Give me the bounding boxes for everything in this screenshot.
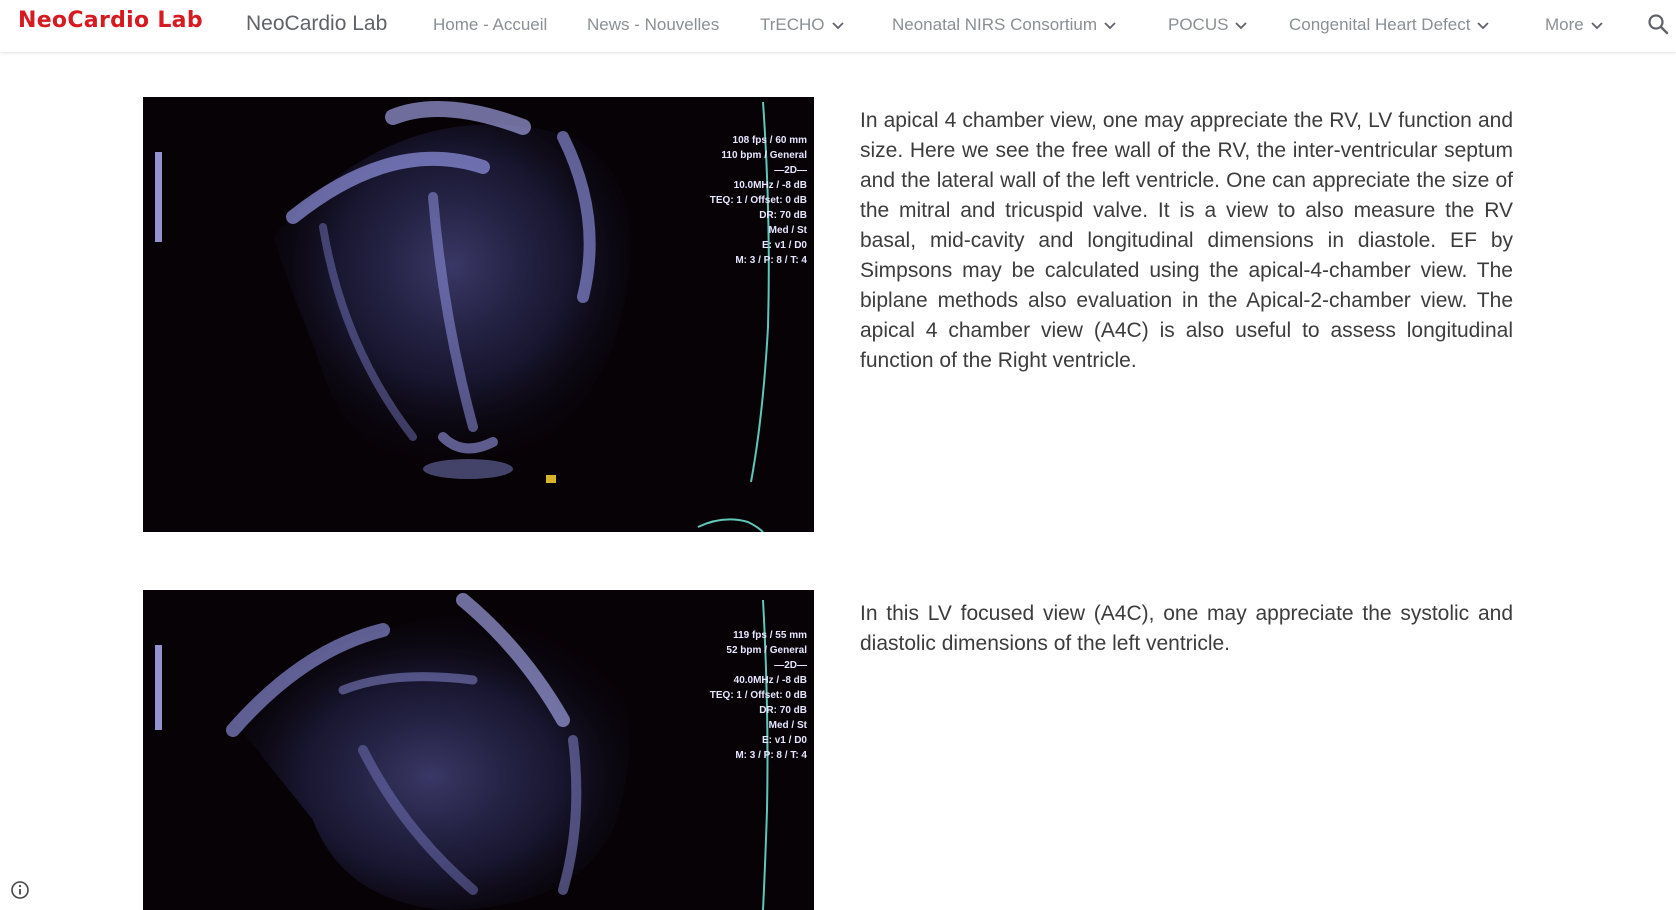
echo-image-graphic <box>143 97 814 532</box>
nav-item-label: POCUS <box>1168 15 1229 34</box>
echo-overlay-line: 110 bpm / General <box>721 150 807 161</box>
echo-overlay-line: M: 3 / P: 8 / T: 4 <box>735 255 807 266</box>
chevron-down-icon <box>1590 18 1604 32</box>
svg-text:M: 3 / P: 8 / T: 4 <box>735 750 807 761</box>
svg-text:E: v1 / D0 <box>762 735 807 746</box>
nav-item-home[interactable] <box>433 15 547 35</box>
echo-overlay-line: Med / St <box>768 720 807 731</box>
svg-text:E: v1 / D0 <box>762 240 807 251</box>
svg-text:119 fps / 55 mm <box>733 630 807 641</box>
svg-text:DR: 70 dB <box>759 210 807 221</box>
nav-item-congenital-heart-defect[interactable] <box>1289 15 1490 35</box>
nav-item-pocus[interactable] <box>1168 15 1248 35</box>
svg-text:DR: 70 dB <box>759 705 807 716</box>
svg-text:TEQ: 1 / Offset: 0 dB <box>710 690 807 701</box>
chevron-down-icon <box>1476 18 1490 32</box>
nav-item-label: Congenital Heart Defect <box>1289 15 1471 34</box>
search-icon[interactable] <box>1646 12 1670 36</box>
echo-overlay-line: Med / St <box>768 225 807 236</box>
echo-overlay-line: 108 fps / 60 mm <box>732 135 807 146</box>
nav-item-neonatal-nirs[interactable] <box>892 15 1117 35</box>
svg-text:108 fps / 60 mm <box>733 135 808 146</box>
nav-item-trecho[interactable] <box>760 15 845 35</box>
site-logo[interactable]: NeoCardio Lab <box>18 8 203 33</box>
nav-item-label: More <box>1545 15 1584 34</box>
nav-item-more[interactable] <box>1545 15 1604 35</box>
echo-overlay-line: M: 3 / P: 8 / T: 4 <box>735 750 807 761</box>
echo-overlay-line: 10.0MHz / -8 dB <box>733 180 807 191</box>
echo-overlay-line: —2D— <box>774 660 807 671</box>
apical-4-chamber-echo-image[interactable] <box>143 97 814 532</box>
svg-text:—2D— <box>774 165 807 176</box>
chevron-down-icon <box>1103 18 1117 32</box>
echo-overlay-line: —2D— <box>774 165 807 176</box>
svg-text:—2D— <box>774 660 807 671</box>
echo-overlay-line: 119 fps / 55 mm <box>733 630 807 641</box>
nav-item-label: Neonatal NIRS Consortium <box>892 15 1098 34</box>
nav-item-label: News - Nouvelles <box>587 15 720 34</box>
svg-text:Med / St <box>769 225 808 236</box>
echo-overlay-line: E: v1 / D0 <box>761 735 807 746</box>
svg-text:40.0MHz / -8 dB <box>734 675 807 686</box>
apical-4-chamber-description: In apical 4 chamber view, one may appreciate the RV, LV function and size. Here we see the free wall of the RV, the inter-ventricular septum and the lateral wall of the left ventricle. One can appreciate the size of the mitral and tricuspid valve. It is a view to also measure the RV basal, mid-cavity and longitudinal dimensions in diastole. EF by Simpsons may be calculated using the apical-4-chamber view. The biplane methods also evaluation in the Apical-2-chamber view. The apical 4 chamber view (A4C) is also useful to assess longitudinal function of the Right ventricle. <box>860 109 1513 372</box>
svg-text:Med / St <box>769 720 808 731</box>
svg-text:10.0MHz / -8 dB <box>734 180 807 191</box>
chevron-down-icon <box>831 18 845 32</box>
lv-focused-description: In this LV focused view (A4C), one may appreciate the systolic and diastolic dimensions of the left ventricle. <box>860 602 1513 655</box>
echo-image-graphic <box>143 590 814 910</box>
svg-text:TEQ: 1 / Offset: 0 dB <box>710 195 807 206</box>
chevron-down-icon <box>1234 18 1248 32</box>
echo-overlay-line: TEQ: 1 / Offset: 0 dB <box>709 195 807 206</box>
info-icon[interactable] <box>10 880 30 900</box>
svg-text:M: 3 / P: 8 / T: 4 <box>735 255 807 266</box>
svg-text:52 bpm / General <box>726 645 807 656</box>
site-title[interactable]: NeoCardio Lab <box>246 12 388 35</box>
echo-overlay-line: DR: 70 dB <box>759 210 807 221</box>
echo-overlay-line: 40.0MHz / -8 dB <box>733 675 807 686</box>
nav-item-label: Home - Accueil <box>433 15 548 34</box>
echo-overlay-line: E: v1 / D0 <box>761 240 807 251</box>
svg-text:110 bpm / General <box>721 150 807 161</box>
nav-item-label: TrECHO <box>760 15 825 34</box>
nav-item-news[interactable] <box>587 15 719 35</box>
top-navigation-bar <box>0 0 1676 52</box>
lv-focused-echo-image[interactable] <box>143 590 814 910</box>
echo-overlay-line: 52 bpm / General <box>726 645 807 656</box>
echo-overlay-line: DR: 70 dB <box>759 705 807 716</box>
echo-overlay-line: TEQ: 1 / Offset: 0 dB <box>709 690 807 701</box>
